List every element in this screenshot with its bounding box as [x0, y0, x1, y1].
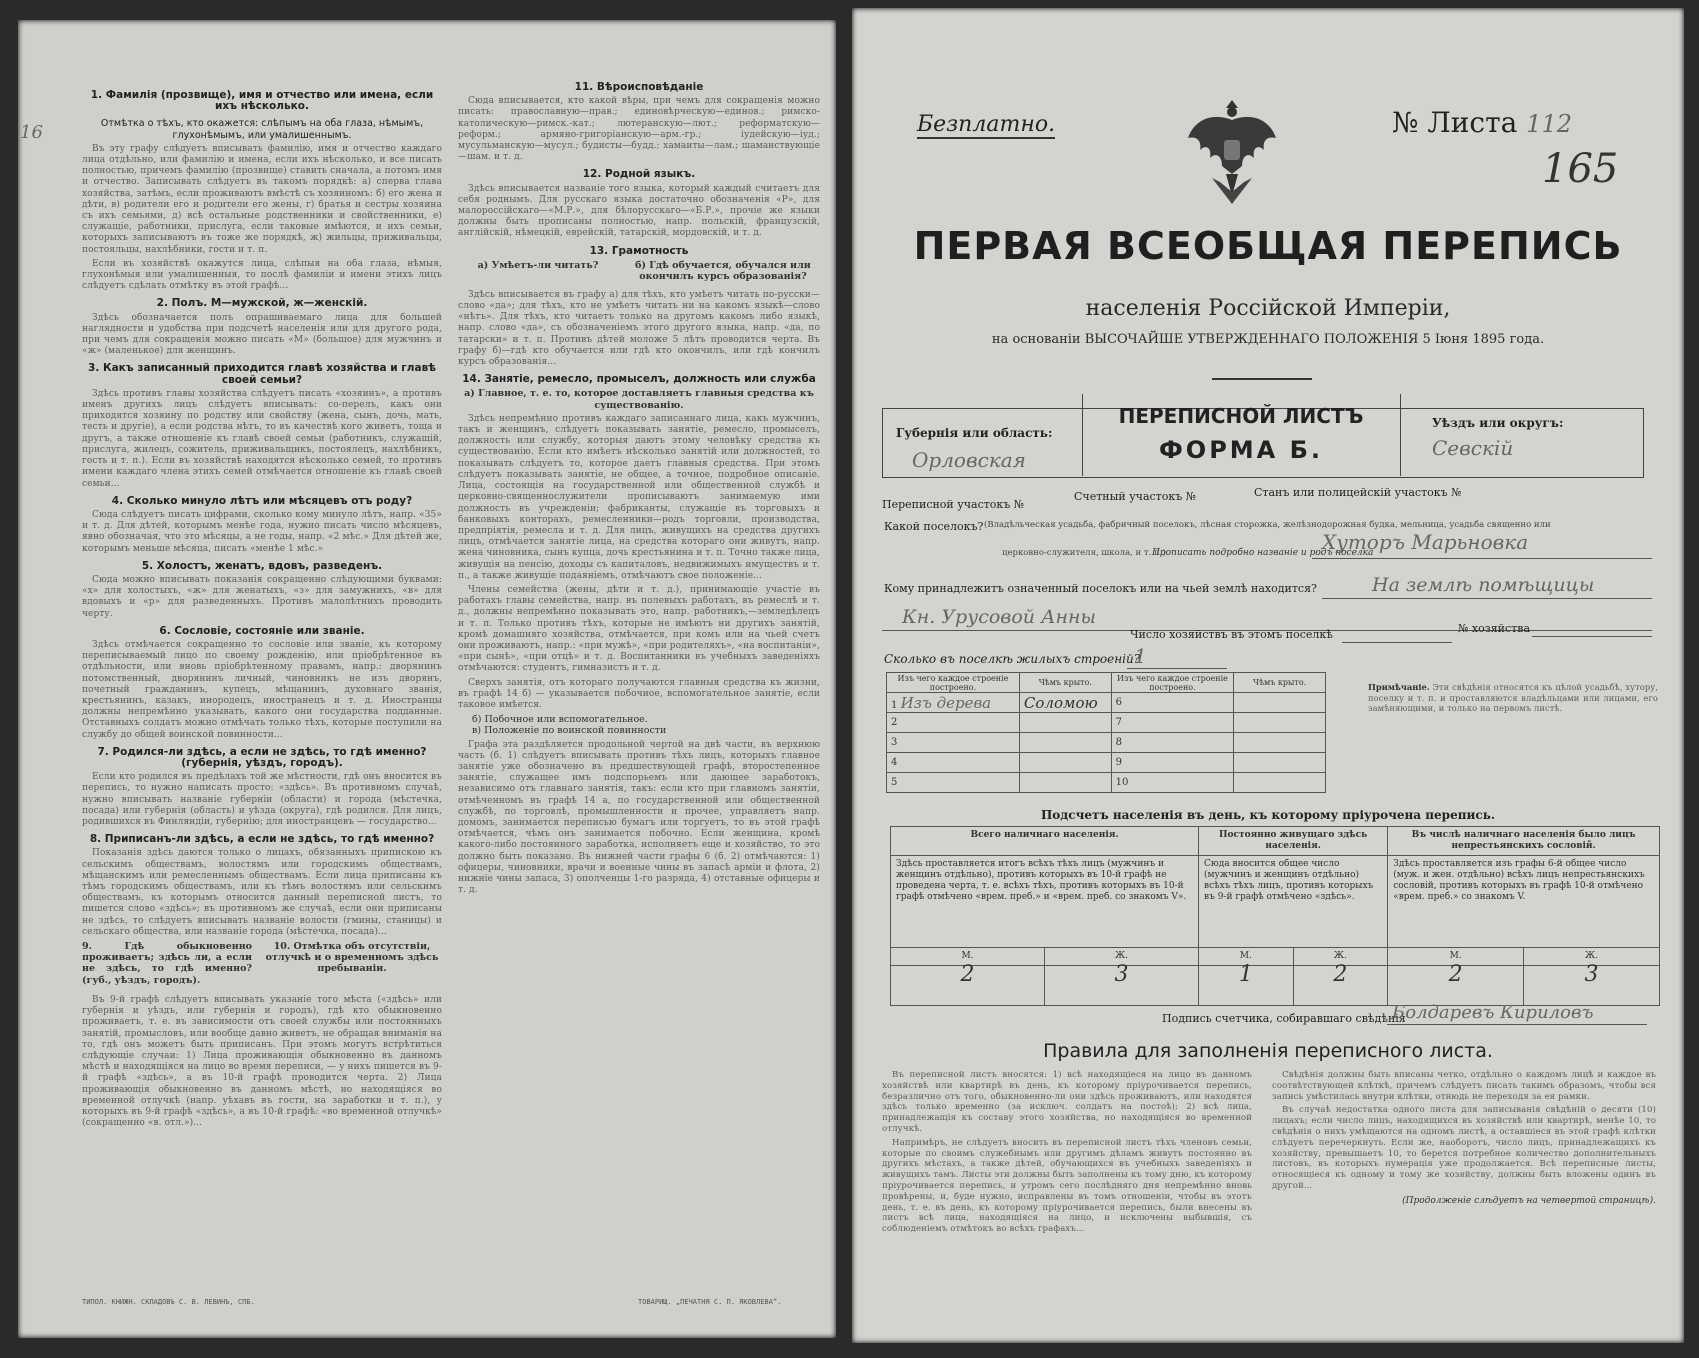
row-number: 8 [1111, 733, 1234, 753]
pop-permanent-f: 2 [1293, 966, 1388, 1006]
settlement-label: Какой поселокъ? [884, 520, 984, 533]
pop-desc-permanent: Сюда вносится общее число (мужчинъ и женщинъ отдѣльно) всѣхъ тѣхъ лицъ, противъ которыхъ въ 9-й графѣ отмѣчено «здѣсь». [1199, 856, 1388, 948]
pop-header-permanent: Постоянно живущаго здѣсь населенія. [1199, 827, 1388, 856]
f-label: Ж. [1293, 948, 1388, 966]
section-1-subtitle: Отмѣтка о тѣхъ, кто окажется: слѣпымъ на оба глаза, нѣмымъ, глухонѣмымъ, или умалишеннымъ. [100, 118, 424, 141]
f-label: Ж. [1524, 948, 1660, 966]
row-number: 2 [887, 713, 1020, 733]
building-roof-header: Чѣмъ крыто. [1019, 673, 1111, 693]
settlement-value: Хуторъ Марьновка [1322, 530, 1529, 554]
title-divider [1212, 378, 1312, 380]
table-row [887, 773, 1326, 793]
buildings-value: 1 [1134, 644, 1147, 668]
section-14a: а) Главное, т. е. то, которое доставляетъ главныя средства къ существованію. [464, 388, 814, 411]
section-13b: б) Гдѣ обучается, обучался или окончилъ курсъ образованія? [635, 259, 811, 283]
population-table [890, 826, 1660, 1006]
m-label: М. [891, 948, 1045, 966]
census-subtitle: населенія Россійской Имперіи, [1085, 296, 1451, 321]
table-row [887, 693, 1326, 713]
uezd-label: Уѣздъ или округъ: [1432, 416, 1564, 430]
pop-header-non-peasant: Въ числѣ наличнаго населенія было лицъ непрестьянскихъ сословій. [1388, 827, 1660, 856]
sheet-no-handwritten: 165 [1542, 146, 1619, 192]
owner-line-1 [1322, 598, 1652, 599]
section-4-title: 4. Сколько минуло лѣтъ или мѣсяцевъ отъ роду? [111, 494, 413, 507]
section-2-title: 2. Полъ. М—мужской, ж—женскій. [156, 297, 368, 310]
owner-value: На землѣ помѣщицы [1372, 574, 1595, 596]
gubernia-value: Орловская [912, 448, 1026, 472]
sheet-number [1392, 106, 1572, 139]
household-no-label: № хозяйства [1458, 622, 1530, 635]
buildings-label: Сколько въ поселкѣ жилыхъ строеній? [884, 652, 1141, 666]
signature-line [1387, 1024, 1647, 1025]
section-14b: б) Побочное или вспомогательное. [472, 714, 648, 726]
table-row [887, 753, 1326, 773]
section-12-title: 12. Родной языкъ. [582, 168, 696, 181]
section-5-title: 5. Холостъ, женатъ, вдовъ, разведенъ. [141, 559, 383, 572]
building-roof-header-2: Чѣмъ крыто. [1234, 673, 1326, 693]
right-page [852, 8, 1684, 1343]
settlement-hint: (Владѣльческая усадьба, фабричный поселокъ, лѣсная сторожка, желѣзнодорожная будка, мельница, усадьба священно или [984, 520, 1551, 530]
census-subtitle-2: на основаніи ВЫСОЧАЙШЕ УТВЕРЖДЕННАГО ПОЛОЖЕНІЯ 5 Іюня 1895 года. [991, 332, 1545, 347]
left-page [18, 20, 836, 1338]
uezd-value: Севскій [1432, 436, 1514, 460]
building-material-header: Изъ чего каждое строеніе построено. [887, 673, 1020, 693]
rules-left: Въ переписной листъ вносятся: 1) всѣ находящіеся на лицо въ данномъ хозяйствѣ или квартирѣ въ день, къ которому пріурочивается перепись, безразлично отъ того, обыкновенно-ли они здѣсь проживаютъ, или находятся здѣсь только временно (за исключ. солдатъ на постоѣ); 2) всѣ лица, принадлежащія къ составу этого хозяйства, но находящіяся во временной отлучкѣ. Напримѣръ, не слѣдуетъ вносить въ переписной листъ тѣхъ членовъ семьи, которые по своимъ служебнымъ или другимъ дѣламъ живутъ постоянно въ другихъ мѣстахъ, а также дѣтей, обучающихся въ учебныхъ заведеніяхъ и живущихъ тамъ. Листы эти должны быть заполнены къ тому дню, къ которому пріурочивается перепись, и утромъ сего послѣдняго дня непремѣнно вновь провѣрены, и, буде нужно, исправлены въ томъ отношеніи, чтобы въ этотъ день, т. е. въ день, къ которому пріурочивается перепись, были внесены въ листъ всѣ лица, находящіяся на лицо, и исключены выбывшія, съ соблюденіемъ отмѣтокъ во всѣхъ графахъ... [882, 1070, 1252, 1235]
row-1-material: Изъ дерева [900, 693, 992, 712]
settlement-line [1312, 558, 1652, 559]
rules-title: Правила для заполненія переписного листа. [1043, 1040, 1493, 1062]
section-6-title: 6. Сословіе, состояніе или званіе. [159, 624, 365, 637]
buildings-line [1127, 668, 1227, 669]
counter-district-label: Счетный участокъ № [1074, 490, 1197, 503]
pop-non-peasant-f: 3 [1524, 966, 1660, 1006]
section-13-title: 13. Грамотность [589, 244, 689, 257]
section-14c: в) Положеніе по воинской повинности [472, 725, 667, 737]
pop-header-total: Всего наличнаго населенія. [891, 827, 1199, 856]
table-row [887, 733, 1326, 753]
rules-right-text: Свѣдѣнія должны быть вписаны четко, отдѣльно о каждомъ лицѣ и каждое въ соотвѣтствующей клѣткѣ, причемъ слѣдуетъ писать такимъ образомъ, чтобы вся запись умѣстилась внутри клѣтки, отнюдь не переходя за ея рамки. [1272, 1070, 1656, 1102]
census-title: ПЕРВАЯ ВСЕОБЩАЯ ПЕРЕПИСЬ [913, 224, 1623, 268]
m-label: М. [1388, 948, 1524, 966]
households-line [1342, 642, 1452, 643]
settlement-hint-2: церковно-служителя, школа, и т. п.) [1002, 548, 1166, 558]
imperial-eagle-emblem [1182, 92, 1282, 210]
row-number: 9 [1111, 753, 1234, 773]
rules-right: Свѣдѣнія должны быть вписаны четко, отдѣльно о каждомъ лицѣ и каждое въ соотвѣтствующей клѣткѣ, причемъ слѣдуетъ писать такимъ образомъ, чтобы вся запись умѣстилась внутри клѣтки, отнюдь не переходя за ея рамки. Въ случаѣ недостатка одного листа для записыванія свѣдѣній о десяти (10) лицахъ; если число лицъ, находящихся въ хозяйствѣ или квартирѣ, менѣе 10, то свѣдѣнія о нихъ умѣщаются на одномъ листѣ, а оставшіеся въ этой графѣ клѣтки слѣдуетъ перечеркнуть. Если же, наоборотъ, число лицъ, принадлежащихъ къ хозяйству, превышаетъ 10, то берется потребное количество дополнительныхъ листовъ, въ которыхъ нумерація уже продолжается. Всѣ переписные листы, относящіеся къ одному и тому же хозяйству, должны быть вложены одинъ въ другой... (Продолженіе слѣдуетъ на четвертой страницѣ). [1272, 1070, 1656, 1206]
signature-value: Болдаревъ Кириловъ [1392, 1002, 1594, 1023]
section-8-title: 8. Приписанъ-ли здѣсь, а если не здѣсь, то гдѣ именно? [89, 833, 435, 846]
section-13a: а) Умѣетъ-ли читать? [477, 259, 599, 271]
left-column-1: 1. Фамилія (прозвище), имя и отчество или имена, если ихъ нѣсколько. Отмѣтка о тѣхъ, кто окажется: слѣпымъ на оба глаза, нѣмымъ, глухонѣмымъ, или умалишеннымъ. Въ эту графу слѣдуетъ вписывать фамилію, имя и отчество каждаго лица отдѣльно, или фамилію и имена, если ихъ нѣсколько, и все писать полностью, причемъ фамилію (прозвище) ставить сначала, а потомъ имя и отчество. Записывать слѣдуетъ въ такомъ порядкѣ: а) сперва глава хозяйства, затѣмъ, если проживаютъ вмѣстѣ съ хозяиномъ: б) его жена и дѣти, в) родители его и родители его жены, г) братья и сестры хозяина съ ихъ семьями, д) всѣ остальные родственники и свойственники, е) служащіе, работники, прислуга, если таковые имѣются, и ихъ семьи, которыхъ записываютъ въ тоже же порядкѣ, ж) жильцы, приживальцы, постояльцы, нахлѣбники, гости и т. п. Если въ хозяйствѣ окажутся лица, слѣпыя на оба глаза, нѣмыя, глухонѣмыя или умалишенныя, то послѣ фамиліи и имени этихъ лицъ слѣдуетъ сдѣлать отмѣтку въ этой графѣ... 2. Полъ. М—мужской, ж—женскій. Здѣсь обозначается полъ опрашиваемаго лица для большей наглядности и удобства при подсчетѣ населенія или для другого рода, при чемъ для сокращенія можно писать «М» (большое) для мужчинъ и «ж» (маленькое) для женщинъ. 3. Какъ записанный приходится главѣ хозяйства и главѣ своей семьи? Здѣсь противъ главы хозяйства слѣдуетъ писать «хозяинъ», а противъ именъ другихъ лицъ слѣдуетъ вписывать: со-перелъ, какъ они приходятся хозяину по родству или свойству (жена, сынъ, дочь, мать, тесть и другіе), а если родства нѣтъ, то въ качествѣ кого живетъ, тоща и другъ, а также отношеніе къ главѣ своей семьи (работникъ, служащій, прислуга, жилецъ, сожитель, приживальщикъ, постоялецъ, нахлѣбникъ, гость и т. п.). Если въ хозяйствѣ находятся нѣсколько семей, то противъ имени каждаго члена этихъ семей отмѣчается отношеніе къ главѣ своей семьи... 4. Сколько минуло лѣтъ или мѣсяцевъ отъ роду? Сюда слѣдуетъ писать цифрами, сколько кому минуло лѣтъ, напр. «35» и т. д. Для дѣтей, которымъ менѣе года, нужно писать число мѣсяцевъ, явно обозначая, что это мѣсяцы, а не годы, напр. «2 мѣс.» Для дѣтей же, которымъ меньше мѣсяца, писать «менѣе 1 мѣс.» 5. Холостъ, женатъ, вдовъ, разведенъ. Сюда можно вписывать показанія сокращенно слѣдующими буквами: «х» для холостыхъ, «ж» для женатыхъ, «з» для замужнихъ, «в» для вдовыхъ и «р» для разведенныхъ. Противъ малолѣтнихъ проводить черту. 6. Сословіе, состояніе или званіе. Здѣсь отмѣчается сокращенно то сословіе или званіе, къ которому переписываемый лицо по своему рожденію, или пріобрѣтенное въ отдѣльности, или вновь пріобрѣтенному правамъ, напр.: дворянинъ потомственный, дворянинъ личный, чиновникъ не изъ дворянъ, почетный гражданинъ, купецъ, мѣщанинъ, духовнаго званія, крестьянинъ, казакъ, инородецъ, иностранецъ и т. д. Иностранцы должны непремѣнно указывать, какого они государства подданные. Отставныхъ солдатъ можно отмѣчать только тѣхъ, которые поступили на службу до общей воинской повинности... 7. Родился-ли здѣсь, а если не здѣсь, то гдѣ именно? (губернія, уѣздъ, городъ). Если кто родился въ предѣлахъ той же мѣстности, гдѣ онъ вносится въ перепись, то нужно написать просто: «здѣсь». Въ противномъ случаѣ, нужно вписывать названіе губерніи (области) и города (мѣстечка, посада) или губернія (область) и уѣзда (округа), гдѣ родился. Для лицъ, родившихся въ Финляндіи, губернію; для иностранцевъ — государство... 8. Приписанъ-ли здѣсь, а если не здѣсь, то гдѣ именно? Показанія здѣсь даются только о лицахъ, обязанныхъ припискою къ сельскимъ обществамъ, волостямъ или городскимъ обществамъ, мѣщанскимъ или ремесленнымъ обществамъ. Если лица приписаны къ тѣмъ городскимъ обществамъ, или къ тѣмъ волостямъ или сельскимъ обществамъ, къ которымъ относится данный переписной листъ, то пишется слово «здѣсь»; въ противномъ же случаѣ, если они приписаны не здѣсь, то слѣдуетъ вписывать названіе волости (гмины, станицы) и сельскаго общества, или названіе города (мѣстечка, посада)... 9. Гдѣ обыкновенно проживаетъ; здѣсь ли, а если не здѣсь, то гдѣ именно? (губ., уѣздъ, городъ). 10. Отмѣтка объ отсутствіи, отлучкѣ и о временномъ здѣсь пребываніи. Въ 9-й графѣ слѣдуетъ вписывать указаніе того мѣста («здѣсь» или губернія и уѣздъ, или губернія и городъ), гдѣ кто обыкновенно проживаетъ, т. е. въ зависимости отъ своей службы или постоянныхъ занятій, промысловъ, или вообще давно живетъ, не обращая вниманія на то, гдѣ онъ можетъ быть приписанъ. При этомъ могутъ встрѣтиться слѣдующіе случаи: 1) Лица проживающія обыкновенно въ данномъ мѣстѣ и находящіяся на лицо во время переписи, — у нихъ пишется въ 9-й графѣ «здѣсь», а въ 10-й графѣ проводится черта. 2) Лица проживающія обыкновенно въ данномъ мѣстѣ, но находящіяся во временной отлучкѣ (напр. уѣхавъ въ гости, на заработки и т. п.), у которыхъ въ 9-й графѣ «здѣсь», а въ 10-й графѣ: «во временной отлучкѣ» (сокращенно «в. отл.»)... [82, 89, 442, 1129]
left-column-2: 11. Вѣроисповѣданіе Сюда вписывается, кто какой вѣры, при чемъ для сокращенія можно писать: православную—прав.; единовѣрческую—единов.; римско-католическую—римск.-кат.; лютеранскую—лют.; реформатскую—реформ.; армяно-григоріанскую—арм.-гр.; іудейскую—іуд.; мусульманскую—мусул.; будисты—будд.; хамаиты—лам.; шаманствующіе—шам. и т. д. 12. Родной языкъ. Здѣсь вписывается названіе того языка, который каждый считаетъ для себя роднымъ. Для русскаго языка достаточно обозначенія «Р», для малороссійскаго—«М.Р.», для бѣлорусскаго—«Б.Р.», прочіе же языки должны быть прописаны полностью, напр. польскій, французскій, англійскій, нѣмецкій, еврейскій, татарскій, мордовскій, и т. д. 13. Грамотность а) Умѣетъ-ли читать? б) Гдѣ обучается, обучался или окончилъ курсъ образованія? Здѣсь вписывается въ графу а) для тѣхъ, кто умѣетъ читать по-русски—слово «да»; для тѣхъ, кто не умѣетъ читать ни на какомъ языкѣ—слово «нѣтъ». Для тѣхъ, кто читаетъ только на другомъ какомъ либо языкѣ, напр. слово «да», съ обозначеніемъ этого другого языка, напр. «да, по татарски» и т. п. Противъ дѣтей моложе 5 лѣтъ проводится черта. Въ графу б)—гдѣ кто обучается или гдѣ кто окончилъ, или гдѣ кончилъ курсъ образованія... 14. Занятіе, ремесло, промыселъ, должность или служба а) Главное, т. е. то, которое доставляетъ главныя средства къ существованію. Здѣсь непремѣнно противъ каждаго записаннаго лица, какъ мужчинъ, такъ и женщинъ, слѣдуетъ показывать занятіе, ремесло, промыселъ, должность или службу, которыя даютъ этому человѣку средства къ существованію. Если кто имѣетъ нѣсколько занятій или должностей, то показывать слѣдуетъ то, которое даетъ главныя средства. При этомъ слѣдуетъ показывать занятіе, не общее, а точное, подробное описаніе. Лица, состоящія на государственной или общественной службѣ и церковно-священнослужители прописываютъ занимаемую ими должность въ учрежденіи; фабриканты, служащіе въ торговыхъ и банковыхъ конторахъ, ремесленники—родъ торговли, производства, предпріятія, ремесла и т. д. Для лицъ, живущихъ на средства другихъ лицъ, отмѣчается занятіе лица, на средства котораго они живутъ, напр. жена чиновника, сынъ купца, дочь крестьянина и т. п. Точно также лица, живущія на пенсію, доходы съ капиталовъ, недвижимыхъ имуществъ и т. п., а также живущіе подаяніемъ, отмѣчаютъ свое положеніе... Члены семейства (жены, дѣти и т. д.), принимающіе участіе въ работахъ главы семейства, напр. въ полевыхъ работахъ, въ ремеслѣ и т. д., должны непремѣнно показывать это, напр. работникъ,—земледѣлецъ и т. п. Только противъ тѣхъ, которые не имѣютъ ни другихъ занятій, кромѣ домашняго хозяйства, отмѣчается, при комъ или на чьей счетъ они проживаютъ, напр.: «при мужѣ», «при родителяхъ», «на воспитаніи», «при сынѣ», «при отцѣ» и т. д. Воспитанники въ учебныхъ заведеніяхъ отмѣчаются: студентъ, гимназистъ и т. д. Сверхъ занятія, отъ котораго получаются главныя средства къ жизни, въ графѣ 14 б) — указывается побочное, вспомогательное занятіе, если таковое имѣется. б) Побочное или вспомогательное. в) Положеніе по воинской повинности Графа эта раздѣляется продольной чертой на двѣ части, въ верхнюю часть (б. 1) слѣдуетъ вписывать противъ тѣхъ лицъ, которыхъ главное занятіе уже обозначено въ предшествующей графѣ, второстепенное занятіе, служащее имъ подспорьемъ или дающее заработокъ, независимо отъ главнаго занятія, такъ: если кто при главномъ занятіи, отмѣченномъ въ графѣ 14 а, по государственной или общественной службѣ, по торговлѣ, промышленности и прочее, управляетъ напр. домомъ, занимается переписью бумагъ или торгуетъ, то въ этой графѣ отмѣчается, чѣмъ онъ занимается побочно. Если женщина, кромѣ какого-либо постоянного заработка, исполняетъ еще и хозяйство, то это должно быть показано. Въ нижней части графы 6 (б. 2) отмѣчаются: 1) офицеры, чиновники, врачи и военные чины въ запасѣ арміи и флота, 2) нижніе чины запаса, 3) ополченцы 1-го разряда, 4) отставные офицеры и т. д. [458, 81, 820, 896]
census-district-label: Переписной участокъ № [882, 498, 1025, 511]
row-1-roof: Соломою [1019, 693, 1111, 713]
pop-non-peasant-m: 2 [1388, 966, 1524, 1006]
table-row [887, 713, 1326, 733]
form-sub: ФОРМА Б. [1158, 436, 1323, 464]
margin-note: 16 [20, 122, 43, 143]
note-text: Эти свѣдѣнія относятся къ цѣлой усадьбѣ, хутору, поселку и т. п. и проставляются владѣльцами или лицами, его замѣняющими, и только на первомъ листѣ. [1368, 682, 1658, 713]
stan-label: Станъ или полицейскій участокъ № [1254, 486, 1462, 499]
gubernia-label: Губернія или область: [896, 426, 1053, 440]
section-3-title: 3. Какъ записанный приходится главѣ хозяйства и главѣ своей семьи? [88, 362, 436, 386]
rules-left-text: Въ переписной листъ вносятся: 1) всѣ находящіеся на лицо въ данномъ хозяйствѣ или квартирѣ въ день, къ которому пріурочивается перепись, безразлично отъ того, обыкновенно-ли они здѣсь проживаютъ, или находятся здѣсь только временно (за исключ. солдатъ на постоѣ); 2) всѣ лица, принадлежащія къ составу этого хозяйства, но находящіяся во временной отлучкѣ. [882, 1070, 1252, 1134]
continued-note: (Продолженіе слѣдуетъ на четвертой страницѣ). [1402, 1195, 1656, 1206]
section-9-title: 9. Гдѣ обыкновенно проживаетъ; здѣсь ли, а если не здѣсь, то гдѣ именно? (губ., уѣздъ, городъ). [82, 941, 252, 986]
section-10-title: 10. Отмѣтка объ отсутствіи, отлучкѣ и о временномъ здѣсь пребываніи. [265, 941, 439, 975]
free-label: Безплатно. [917, 112, 1056, 137]
section-11-title: 11. Вѣроисповѣданіе [574, 81, 704, 93]
households-label: Число хозяйствъ въ этомъ поселкѣ [1130, 628, 1333, 641]
row-number: 6 [1111, 693, 1234, 713]
section-14-title: 14. Занятіе, ремесло, промыселъ, должность или служба [462, 373, 816, 386]
note-title: Примѣчаніе. [1368, 682, 1430, 692]
sheet-no-label: № Листа [1392, 106, 1518, 139]
section-7-title: 7. Родился-ли здѣсь, а если не здѣсь, то гдѣ именно? (губернія, уѣздъ, городъ). [97, 745, 427, 769]
form-divider-right [1400, 394, 1401, 476]
m-label: М. [1199, 948, 1294, 966]
owner-value-2: Кн. Урусовой Анны [902, 606, 1096, 628]
pop-total-f: 3 [1045, 966, 1199, 1006]
note-block [1368, 682, 1658, 714]
left-footer-2: ТОВАРИЩ. „ПЕЧАТНЯ С. П. ЯКОВЛЕВА“. [638, 1298, 782, 1306]
row-number: 5 [887, 773, 1020, 793]
settlement-hint-3: Прописать подробно названіе и родъ поселка [1152, 548, 1374, 558]
pop-total-m: 2 [891, 966, 1045, 1006]
f-label: Ж. [1045, 948, 1199, 966]
left-footer-1: ТИПОЛ. КНИЖН. СКЛАДОВЪ С. В. ЛЕВИНЪ, СПБ. [82, 1298, 255, 1306]
owner-label: Кому принадлежитъ означенный поселокъ или на чьей землѣ находится? [884, 582, 1317, 595]
pop-permanent-m: 1 [1199, 966, 1294, 1006]
row-number: 4 [887, 753, 1020, 773]
row-number: 7 [1111, 713, 1234, 733]
row-number: 10 [1111, 773, 1234, 793]
row-number: 3 [887, 733, 1020, 753]
row-number: 1 [891, 699, 898, 711]
pop-desc-non-peasant: Здѣсь проставляется изъ графы 6-й общее число (муж. и жен. отдѣльно) всѣхъ лицъ непрестьянскихъ сословій, противъ которыхъ въ графѣ 10-й отмѣчено «врем. преб.» со знакомъ V. [1388, 856, 1660, 948]
signature-label: Подпись счетчика, собиравшаго свѣдѣнія [1162, 1012, 1406, 1025]
sheet-no-value: 112 [1526, 110, 1573, 138]
pop-desc-total: Здѣсь проставляется итогъ всѣхъ тѣхъ лицъ (мужчинъ и женщинъ отдѣльно), противъ которыхъ въ 10-й графѣ не проведена черта, т. е. всѣхъ тѣхъ, противъ которыхъ въ 10-й графѣ отмѣчено «врем. преб.» и «врем. преб. со знакомъ V». [891, 856, 1199, 948]
building-material-header-2: Изъ чего каждое строеніе построено. [1111, 673, 1234, 693]
form-title: ПЕРЕПИСНОЙ ЛИСТЪ [1118, 404, 1364, 428]
section-1-title: 1. Фамилія (прозвище), имя и отчество или имена, если ихъ нѣсколько. [90, 89, 434, 113]
population-title: Подсчетъ населенія въ день, къ которому пріурочена перепись. [1040, 808, 1496, 822]
buildings-table [886, 672, 1326, 793]
household-no-line [1532, 636, 1652, 637]
